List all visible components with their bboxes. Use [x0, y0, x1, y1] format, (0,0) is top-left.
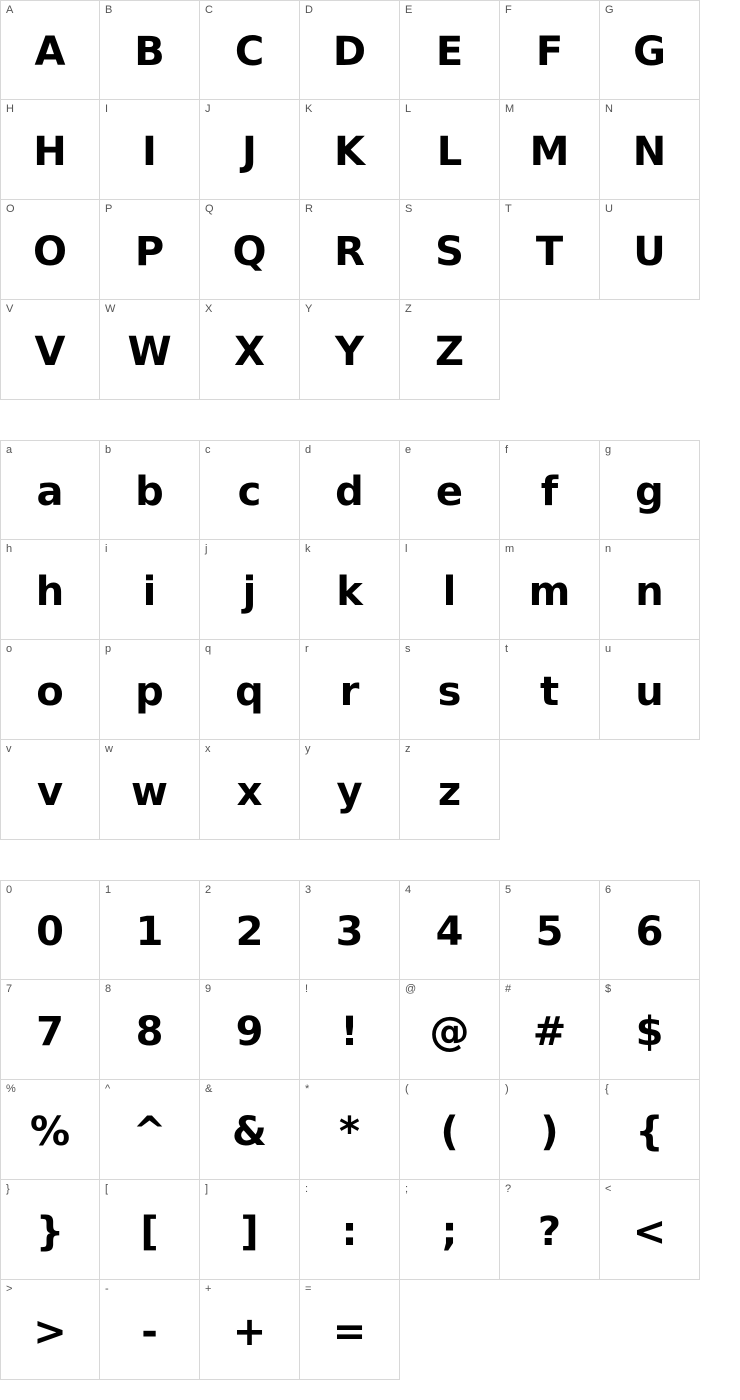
glyph-cell-label: ;: [405, 1183, 409, 1195]
glyph-cell: [200, 740, 300, 840]
glyph-cell: [500, 100, 600, 200]
glyph-sample: n: [635, 568, 664, 615]
glyph-sample: C: [234, 28, 265, 75]
glyph-cell-label: v: [6, 743, 12, 755]
glyph-sample: ]: [240, 1208, 259, 1255]
glyph-sample: =: [332, 1308, 367, 1355]
glyph-cell-label: l: [405, 543, 408, 555]
glyph-cell-label: p: [105, 643, 112, 655]
glyph-cell: [100, 0, 200, 100]
glyph-cell-label: t: [505, 643, 509, 655]
glyph-sample: A: [34, 28, 66, 75]
glyph-cell: [200, 100, 300, 200]
glyph-sample: x: [236, 768, 263, 815]
glyph-sample: p: [135, 668, 164, 715]
glyph-sample: k: [336, 568, 363, 615]
glyph-cell: [300, 300, 400, 400]
glyph-sample: 0: [36, 908, 64, 955]
glyph-sample: D: [332, 28, 367, 75]
uppercase-glyph-grid: [0, 0, 700, 400]
glyph-cell: [0, 1180, 100, 1280]
glyph-cell: [0, 300, 100, 400]
glyph-cell: [100, 880, 200, 980]
glyph-cell: [400, 880, 500, 980]
glyph-sample: *: [339, 1108, 360, 1155]
glyph-cell-label: S: [405, 203, 413, 215]
glyph-sample: 1: [135, 908, 164, 955]
glyph-cell: [100, 440, 200, 540]
glyph-cell-label: J: [205, 103, 211, 115]
glyph-sample: [: [140, 1208, 159, 1255]
glyph-cell-label: ^: [105, 1083, 111, 1095]
glyph-sample: J: [242, 128, 257, 175]
glyph-cell-label: 7: [6, 983, 13, 995]
glyph-cell-label: O: [6, 203, 15, 215]
glyph-cell: [600, 1080, 700, 1180]
glyph-sample: b: [135, 468, 164, 515]
glyph-sample: 8: [135, 1008, 164, 1055]
glyph-cell-label: U: [605, 203, 613, 215]
glyph-cell-label: B: [105, 4, 113, 16]
glyph-cell-label: {: [605, 1083, 609, 1095]
glyph-sample: :: [341, 1208, 358, 1255]
glyph-cell: [100, 640, 200, 740]
glyph-cell: [300, 740, 400, 840]
glyph-cell: [400, 540, 500, 640]
glyph-sample: (: [440, 1108, 459, 1155]
glyph-cell: [400, 300, 500, 400]
glyph-cell-label: 1: [105, 884, 112, 896]
glyph-cell: [300, 1180, 400, 1280]
glyph-cell: [600, 200, 700, 300]
glyph-cell: [600, 540, 700, 640]
glyph-cell-label: 9: [205, 983, 212, 995]
glyph-cell: [300, 980, 400, 1080]
glyph-sample: q: [235, 668, 264, 715]
glyph-sample: -: [141, 1308, 158, 1355]
glyph-cell-label: %: [6, 1083, 16, 1095]
glyph-cell-label: (: [405, 1083, 409, 1095]
glyph-cell-label: Z: [405, 303, 412, 315]
glyph-cell-label: W: [105, 303, 116, 315]
glyph-sample: E: [435, 28, 464, 75]
glyph-cell: [100, 100, 200, 200]
glyph-cell: [500, 880, 600, 980]
glyph-cell-label: ?: [505, 1183, 512, 1195]
glyph-cell: [100, 980, 200, 1080]
glyph-cell-label: #: [505, 983, 512, 995]
glyph-sample: u: [635, 668, 664, 715]
glyph-cell-label: e: [405, 444, 412, 456]
glyph-cell-label: X: [205, 303, 213, 315]
glyph-sample: Z: [434, 328, 464, 375]
glyph-cell-label: i: [105, 543, 108, 555]
glyph-sample: N: [632, 128, 667, 175]
glyph-sample: R: [334, 228, 365, 275]
glyph-cell: [0, 1080, 100, 1180]
glyph-cell-label: ): [505, 1083, 509, 1095]
glyph-cell: [200, 440, 300, 540]
glyph-cell-label: L: [405, 103, 412, 115]
glyph-cell-label: c: [205, 444, 211, 456]
glyph-cell-label: +: [205, 1283, 212, 1295]
glyph-cell: [500, 1180, 600, 1280]
glyph-cell-label: s: [405, 643, 411, 655]
glyph-cell: [100, 1280, 200, 1380]
glyph-cell-label: G: [605, 4, 614, 16]
glyph-cell: [300, 640, 400, 740]
glyph-cell: [400, 640, 500, 740]
glyph-cell-label: z: [405, 743, 411, 755]
glyph-cell-label: *: [305, 1083, 310, 1095]
glyph-cell: [300, 880, 400, 980]
glyph-cell: [600, 980, 700, 1080]
glyph-cell-label: !: [305, 983, 309, 995]
glyph-sample: F: [535, 28, 564, 75]
glyph-cell: [0, 980, 100, 1080]
glyph-cell-label: x: [205, 743, 211, 755]
glyph-sample: 9: [235, 1008, 264, 1055]
glyph-cell-label: D: [305, 4, 313, 16]
glyph-sample: B: [134, 28, 165, 75]
glyph-sample: P: [134, 228, 165, 275]
glyph-cell: [100, 1080, 200, 1180]
glyph-sample: $: [635, 1008, 664, 1055]
glyph-cell-label: R: [305, 203, 313, 215]
glyph-cell-label: j: [205, 543, 208, 555]
glyph-cell-label: 4: [405, 884, 412, 896]
glyph-cell: [0, 1280, 100, 1380]
glyph-cell-label: q: [205, 643, 212, 655]
glyph-sample: 6: [635, 908, 664, 955]
glyph-cell: [100, 300, 200, 400]
glyph-cell: [300, 0, 400, 100]
glyph-sample: m: [528, 568, 571, 615]
glyph-cell: [600, 880, 700, 980]
glyph-cell: [200, 540, 300, 640]
glyph-cell-label: P: [105, 203, 113, 215]
glyph-cell-label: 2: [205, 884, 212, 896]
glyph-cell: [600, 440, 700, 540]
glyph-cell: [0, 880, 100, 980]
glyph-cell-label: N: [605, 103, 613, 115]
glyph-sample: W: [127, 328, 172, 375]
lowercase-glyph-grid: [0, 440, 700, 840]
glyph-sample: t: [539, 668, 560, 715]
glyph-cell: [0, 640, 100, 740]
glyph-cell: [200, 880, 300, 980]
glyph-cell: [500, 980, 600, 1080]
glyph-sample: h: [35, 568, 65, 615]
glyph-cell-label: f: [505, 444, 509, 456]
glyph-cell: [0, 440, 100, 540]
glyph-sample: L: [436, 128, 463, 175]
glyph-cell-label: 5: [505, 884, 512, 896]
glyph-cell-label: 6: [605, 884, 612, 896]
glyph-cell-label: m: [505, 543, 515, 555]
glyph-sample: w: [131, 768, 168, 815]
glyph-sample: c: [237, 468, 262, 515]
glyph-sample: i: [142, 568, 157, 615]
glyph-sample: j: [242, 568, 257, 615]
glyph-cell: [200, 200, 300, 300]
glyph-cell: [500, 0, 600, 100]
glyph-cell: [300, 200, 400, 300]
glyph-cell-label: o: [6, 643, 13, 655]
glyph-cell: [400, 1180, 500, 1280]
glyph-sample: r: [339, 668, 360, 715]
glyph-sample: H: [33, 128, 67, 175]
glyph-cell: [100, 540, 200, 640]
glyph-sample: 2: [235, 908, 264, 955]
glyph-sample: Y: [335, 328, 364, 375]
glyph-cell-label: 8: [105, 983, 112, 995]
glyph-cell-label: K: [305, 103, 313, 115]
glyph-sample: 3: [335, 908, 364, 955]
glyph-sample: >: [33, 1308, 67, 1355]
glyph-cell-label: V: [6, 303, 14, 315]
glyph-cell: [200, 1180, 300, 1280]
glyph-cell-label: :: [305, 1183, 309, 1195]
glyph-sample: ): [540, 1108, 559, 1155]
glyph-cell-label: }: [6, 1183, 10, 1195]
glyph-sample: !: [340, 1008, 359, 1055]
glyph-cell-label: h: [6, 543, 13, 555]
glyph-sample: f: [540, 468, 559, 515]
glyph-cell: [600, 1180, 700, 1280]
glyph-cell: [100, 200, 200, 300]
glyph-sample: {: [635, 1108, 664, 1155]
glyph-cell-label: r: [305, 643, 309, 655]
glyph-sample: s: [437, 668, 462, 715]
glyph-sample: M: [529, 128, 570, 175]
glyph-sample: #: [532, 1008, 567, 1055]
glyph-cell-label: A: [6, 4, 14, 16]
glyph-cell-label: d: [305, 444, 312, 456]
glyph-cell-label: n: [605, 543, 612, 555]
glyph-cell: [200, 0, 300, 100]
glyph-cell-label: H: [6, 103, 14, 115]
glyph-sample: Q: [232, 228, 267, 275]
glyph-cell-label: -: [105, 1283, 109, 1295]
glyph-cell-label: I: [105, 103, 109, 115]
glyph-sample: @: [429, 1008, 470, 1055]
glyph-sample: U: [633, 228, 666, 275]
glyph-sample: O: [32, 228, 67, 275]
glyph-cell: [400, 100, 500, 200]
glyph-cell: [500, 440, 600, 540]
glyph-cell: [200, 640, 300, 740]
glyph-cell: [600, 100, 700, 200]
glyph-sample: l: [442, 568, 457, 615]
glyph-cell: [400, 440, 500, 540]
glyph-cell: [300, 1280, 400, 1380]
glyph-cell: [600, 0, 700, 100]
glyph-cell: [500, 540, 600, 640]
glyph-cell: [300, 540, 400, 640]
glyph-cell: [400, 980, 500, 1080]
glyph-cell-label: k: [305, 543, 311, 555]
glyph-sample: X: [234, 328, 265, 375]
glyph-cell: [300, 440, 400, 540]
glyph-sample: ?: [537, 1208, 562, 1255]
glyph-sample: 4: [435, 908, 464, 955]
glyph-sample: V: [34, 328, 66, 375]
glyph-cell: [0, 100, 100, 200]
glyph-cell: [0, 0, 100, 100]
glyph-sample: d: [335, 468, 364, 515]
glyph-cell-label: y: [305, 743, 311, 755]
glyph-cell-label: &: [205, 1083, 213, 1095]
glyph-sample: 5: [535, 908, 564, 955]
glyph-cell: [0, 740, 100, 840]
glyph-cell: [300, 1080, 400, 1180]
glyph-sample: <: [632, 1208, 667, 1255]
glyph-cell-label: 0: [6, 884, 13, 896]
glyph-cell: [400, 200, 500, 300]
glyph-sample: S: [435, 228, 464, 275]
glyph-cell-label: F: [505, 4, 512, 16]
glyph-cell: [200, 300, 300, 400]
glyph-cell: [100, 740, 200, 840]
glyph-sample: T: [535, 228, 564, 275]
glyph-cell: [400, 0, 500, 100]
glyph-cell-label: [: [105, 1183, 109, 1195]
glyph-cell-label: =: [305, 1283, 312, 1295]
glyph-cell-label: C: [205, 4, 213, 16]
glyph-sample: }: [35, 1208, 65, 1255]
glyph-sample: ;: [441, 1208, 458, 1255]
glyph-sample: +: [232, 1308, 267, 1355]
glyph-cell-label: w: [105, 743, 113, 755]
glyph-cell: [400, 740, 500, 840]
glyph-cell: [0, 540, 100, 640]
glyph-cell-label: <: [605, 1183, 612, 1195]
glyph-cell: [200, 980, 300, 1080]
glyph-sample: a: [36, 468, 64, 515]
glyph-cell-label: g: [605, 444, 612, 456]
glyph-cell-label: Q: [205, 203, 214, 215]
glyph-cell: [400, 1080, 500, 1180]
glyph-cell-label: b: [105, 444, 112, 456]
glyph-sample: 7: [36, 1008, 64, 1055]
glyph-cell: [500, 640, 600, 740]
glyph-sample: e: [435, 468, 464, 515]
glyph-cell: [100, 1180, 200, 1280]
glyph-cell: [600, 640, 700, 740]
glyph-cell-label: u: [605, 643, 612, 655]
glyph-sample: K: [334, 128, 365, 175]
glyph-sample: %: [29, 1108, 71, 1155]
glyph-sample: g: [635, 468, 664, 515]
glyph-sample: ^: [132, 1108, 167, 1155]
glyph-sample: y: [336, 768, 363, 815]
glyph-cell: [0, 200, 100, 300]
glyph-cell-label: T: [505, 203, 512, 215]
glyph-cell: [300, 100, 400, 200]
glyph-sample: z: [437, 768, 462, 815]
symbol-glyph-grid: [0, 880, 700, 1380]
glyph-cell: [500, 1080, 600, 1180]
glyph-sample: I: [142, 128, 157, 175]
glyph-cell-label: M: [505, 103, 515, 115]
glyph-cell: [500, 200, 600, 300]
glyph-cell-label: $: [605, 983, 612, 995]
glyph-sample: o: [36, 668, 64, 715]
glyph-cell: [200, 1080, 300, 1180]
glyph-sample: v: [36, 768, 64, 815]
glyph-cell-label: E: [405, 4, 413, 16]
glyph-cell-label: 3: [305, 884, 312, 896]
glyph-cell-label: a: [6, 444, 13, 456]
glyph-cell-label: @: [405, 983, 417, 995]
glyph-cell-label: Y: [305, 303, 313, 315]
glyph-cell-label: >: [6, 1283, 13, 1295]
glyph-sample: &: [232, 1108, 267, 1155]
glyph-cell: [200, 1280, 300, 1380]
glyph-sample: G: [633, 28, 666, 75]
glyph-cell-label: ]: [205, 1183, 209, 1195]
